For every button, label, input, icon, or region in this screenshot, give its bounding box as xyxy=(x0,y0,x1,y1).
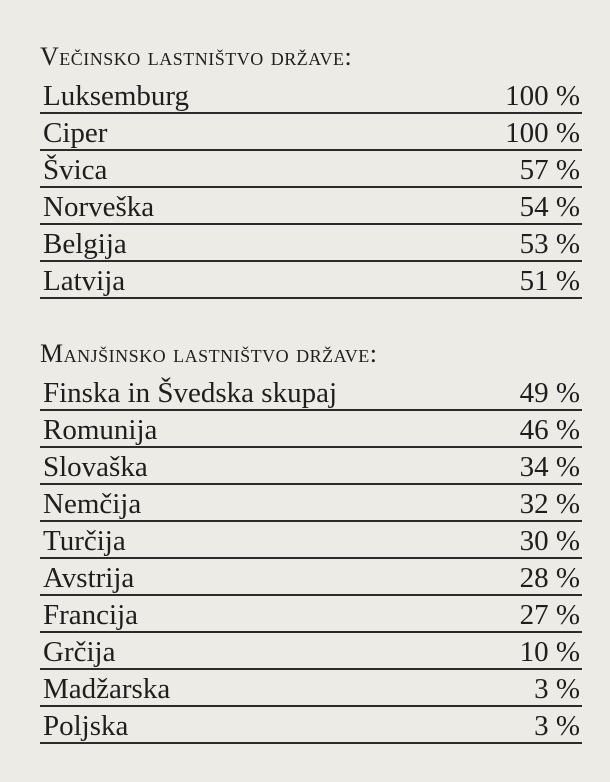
table-row xyxy=(40,374,582,411)
country-name: Francija xyxy=(43,599,139,631)
table-row xyxy=(40,77,582,114)
ownership-percent: 51 % xyxy=(519,265,580,297)
ownership-percent: 27 % xyxy=(519,599,580,631)
ownership-percent: 3 % xyxy=(534,710,580,742)
majority-ownership-section xyxy=(40,40,582,299)
country-name: Nemčija xyxy=(43,488,142,520)
table-row xyxy=(40,262,582,299)
country-name: Švica xyxy=(43,154,108,186)
ownership-percent: 3 % xyxy=(534,673,580,705)
country-name: Finska in Švedska skupaj xyxy=(43,377,338,409)
table-row xyxy=(40,522,582,559)
table-row xyxy=(40,225,582,262)
country-name: Madžarska xyxy=(43,673,171,705)
table-row xyxy=(40,670,582,707)
table-row xyxy=(40,633,582,670)
country-name: Luksemburg xyxy=(43,80,190,112)
ownership-percent: 100 % xyxy=(505,80,580,112)
ownership-percent: 46 % xyxy=(519,414,580,446)
country-name: Poljska xyxy=(43,710,129,742)
ownership-percent: 57 % xyxy=(519,154,580,186)
country-name: Turčija xyxy=(43,525,126,557)
ownership-percent: 53 % xyxy=(519,228,580,260)
table-row xyxy=(40,596,582,633)
country-name: Ciper xyxy=(43,117,108,149)
country-name: Norveška xyxy=(43,191,155,223)
table-row xyxy=(40,485,582,522)
country-name: Grčija xyxy=(43,636,116,668)
country-name: Belgija xyxy=(43,228,127,260)
ownership-percent: 32 % xyxy=(519,488,580,520)
minority-ownership-section xyxy=(40,337,582,744)
table-row xyxy=(40,448,582,485)
ownership-percent: 10 % xyxy=(519,636,580,668)
table-row xyxy=(40,559,582,596)
ownership-percent: 30 % xyxy=(519,525,580,557)
table-row xyxy=(40,114,582,151)
table-row xyxy=(40,411,582,448)
ownership-percent: 100 % xyxy=(505,117,580,149)
country-name: Latvija xyxy=(43,265,126,297)
minority-ownership-heading: Manjšinsko lastništvo države: xyxy=(40,339,378,368)
table-row xyxy=(40,188,582,225)
ownership-percent: 49 % xyxy=(519,377,580,409)
ownership-percent: 34 % xyxy=(519,451,580,483)
table-row xyxy=(40,707,582,744)
country-name: Avstrija xyxy=(43,562,135,594)
country-name: Slovaška xyxy=(43,451,148,483)
ownership-percent: 28 % xyxy=(519,562,580,594)
ownership-percent: 54 % xyxy=(519,191,580,223)
majority-ownership-heading: Večinsko lastništvo države: xyxy=(40,42,353,71)
table-row xyxy=(40,151,582,188)
country-name: Romunija xyxy=(43,414,158,446)
